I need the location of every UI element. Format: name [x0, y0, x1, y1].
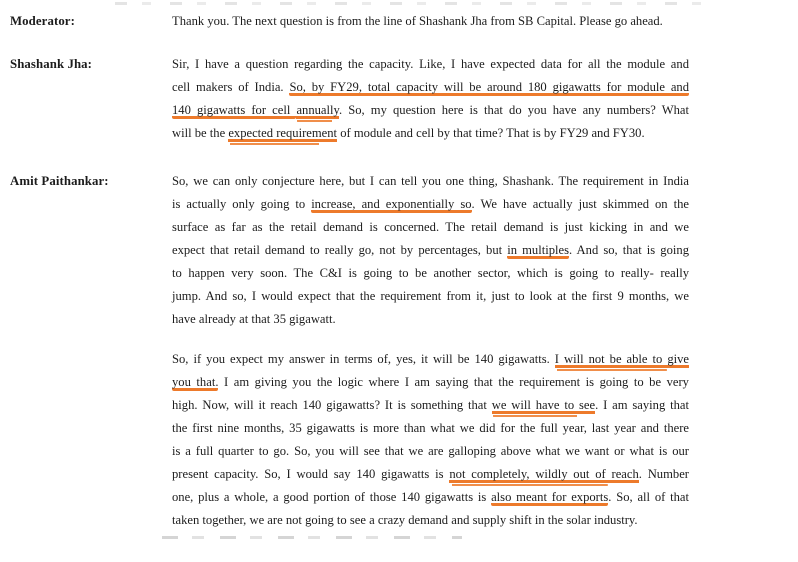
transcript-entry: [10, 10, 798, 33]
speech-paragraph: [172, 10, 689, 33]
text-segment: . Number: [638, 467, 689, 481]
underlined-phrase: in multiples: [507, 243, 569, 257]
transcript-line: [172, 348, 689, 371]
transcript-line: [172, 285, 689, 308]
speech-content: [172, 170, 689, 532]
text-segment: will be the: [172, 126, 229, 140]
speaker-label: Amit Paithankar:: [10, 174, 109, 188]
text-segment: to happen very soon. The C&I is going to be another sector, which is going to really- really: [172, 266, 689, 280]
transcript-line: [172, 99, 689, 122]
underlined-phrase: expected requirement: [228, 126, 337, 145]
speech-paragraph: [172, 170, 689, 331]
underlined-phrase: not completely, wildly out of reach: [449, 467, 638, 486]
transcript-line: [172, 239, 689, 262]
transcript-line: [172, 417, 689, 440]
speech-paragraph: [172, 348, 689, 532]
text-segment: expect that retail demand to really go, not by percentages, but: [172, 243, 508, 257]
transcript-line: [172, 76, 689, 99]
text-segment: taken together, we are not going to see a crazy demand and supply shift in the solar industry.: [172, 513, 638, 527]
text-segment: . I am saying that: [595, 398, 689, 412]
transcript-line: [172, 262, 689, 285]
underlined-phrase: 140 gigawatts for cell: [172, 103, 297, 117]
text-segment: the first nine months, 35 gigawatts is more than what we did for the full year, last year and there: [172, 421, 689, 435]
underlined-phrase: increase, and exponentially so: [311, 197, 472, 211]
speaker-label: Moderator:: [10, 14, 75, 28]
transcript-line: [172, 308, 689, 331]
underlined-phrase: we will have to see: [492, 398, 595, 417]
cropped-next-line-artifact: [162, 536, 462, 539]
speech-content: [172, 10, 689, 33]
transcript-entry: [10, 170, 798, 532]
transcript-line: [172, 193, 689, 216]
underlined-phrase: annually: [296, 103, 339, 122]
text-segment: Sir, I have a question regarding the capacity. Like, I have expected data for all the module and: [172, 57, 689, 71]
text-segment: cell makers of India.: [172, 80, 290, 94]
transcript-line: [172, 440, 689, 463]
transcript-line: [172, 463, 689, 486]
transcript-line: [172, 486, 689, 509]
text-segment: surface as far as the retail demand is concerned. The retail demand is just kicking in and we: [172, 220, 689, 234]
text-segment: . We have actually just skimmed on the: [471, 197, 689, 211]
transcript-line: [172, 216, 689, 239]
transcript-line: [172, 394, 689, 417]
text-segment: . And so, that is going: [569, 243, 689, 257]
underlined-phrase: So, by FY29, total capacity will be around 180 gigawatts for module and: [289, 80, 690, 94]
text-segment: high. Now, will it reach 140 gigawatts? It is something that: [172, 398, 492, 412]
text-segment: jump. And so, I would expect that the requirement from it, just to look at the first 9 months, we: [172, 289, 689, 303]
transcript-entry: [10, 53, 798, 145]
text-segment: . So, all of that: [608, 490, 689, 504]
transcript-line: [172, 10, 689, 33]
text-segment: . So, my question here is that do you have any numbers? What: [338, 103, 689, 117]
underlined-phrase: I will not be able to give: [555, 352, 689, 371]
transcript-body: [10, 10, 798, 532]
transcript-line: [172, 509, 689, 532]
text-segment: is a full quarter to go. So, you will see that we are galloping above what we want or what is our: [172, 444, 689, 458]
speech-paragraph: [172, 53, 689, 145]
text-segment: I am giving you the logic where I am saying that the requirement is going to be very: [218, 375, 689, 389]
underlined-phrase: also meant for exports: [491, 490, 609, 504]
text-segment: Thank you. The next question is from the line of Shashank Jha from SB Capital. Please go ahead.: [172, 14, 663, 28]
transcript-line: [172, 371, 689, 394]
speaker-label: Shashank Jha:: [10, 57, 93, 71]
speech-content: [172, 53, 689, 145]
text-segment: is actually only going to: [172, 197, 312, 211]
text-segment: one, plus a whole, a good portion of those 140 gigawatts is: [172, 490, 492, 504]
transcript-line: [172, 170, 689, 193]
text-segment: of module and cell by that time? That is by FY29 and FY30.: [337, 126, 645, 140]
text-segment: present capacity. So, I would say 140 gigawatts is: [172, 467, 450, 481]
text-segment: So, we can only conjecture here, but I can tell you one thing, Shashank. The requirement in India: [172, 174, 689, 188]
text-segment: have already at that 35 gigawatt.: [172, 312, 336, 326]
transcript-line: [172, 122, 689, 145]
underlined-phrase: you that.: [172, 375, 219, 389]
text-segment: So, if you expect my answer in terms of, yes, it will be 140 gigawatts.: [172, 352, 555, 366]
transcript-line: [172, 53, 689, 76]
